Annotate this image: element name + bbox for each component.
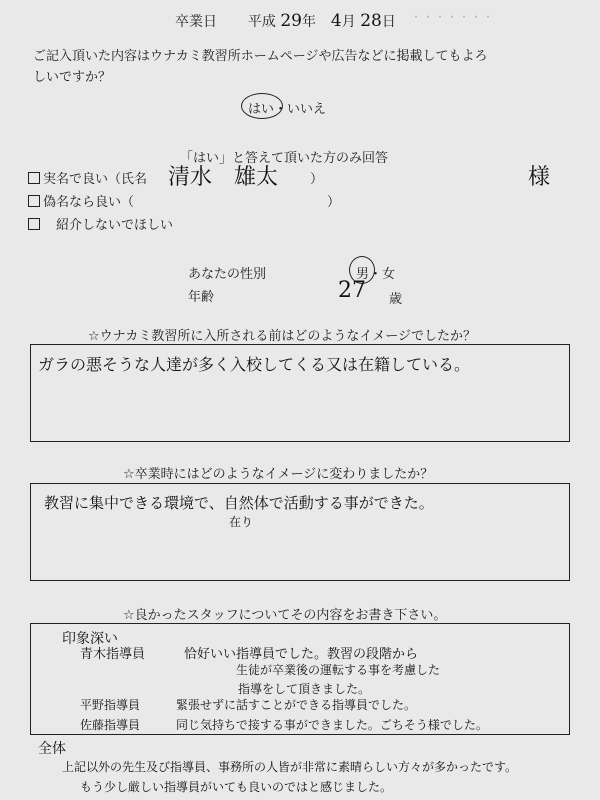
q3-line: 指導をして頂きました。 — [238, 682, 371, 696]
real-name-close: ） — [310, 172, 324, 187]
none-checkbox[interactable] — [28, 218, 40, 230]
month-value: 4 — [330, 11, 342, 31]
age-value: 27 — [338, 278, 366, 303]
era-label: 平成 — [247, 14, 276, 30]
yes-circle-mark — [241, 93, 283, 119]
q3-line: 印象深い — [62, 631, 118, 647]
graduation-date-row — [175, 11, 396, 31]
q3-line: 全体 — [38, 741, 66, 757]
q1-answer: ガラの悪そうな人達が多く入校してくる又は在籍している。 — [38, 355, 471, 374]
answer-yes[interactable]: はい — [248, 102, 275, 117]
day-unit: 日 — [381, 14, 396, 30]
q1-question: ☆ウナカミ教習所に入所される前はどのようなイメージでしたか？ — [88, 329, 477, 344]
pseudonym-label: 偽名なら良い（ — [43, 195, 135, 210]
q3-line: 平野指導員 緊張せずに話すことができる指導員でした。 — [80, 698, 417, 712]
option-pseudonym — [28, 191, 134, 210]
real-name-label: 実名で良い（氏名 — [43, 172, 148, 187]
answer-no[interactable]: いいえ — [287, 102, 327, 117]
gender-separator: ・ — [369, 267, 383, 282]
pseudonym-close: ） — [327, 195, 341, 210]
option-real-name — [28, 168, 147, 187]
gender-label: あなたの性別 — [188, 267, 267, 282]
option-none — [28, 214, 173, 233]
q3-question: ☆良かったスタッフについてその内容をお書き下さい。 — [123, 608, 447, 623]
answer-separator: ・ — [274, 102, 288, 117]
none-label: 紹介しないでほしい — [56, 218, 174, 233]
q3-line: 生徒が卒業後の運転する事を考慮した — [236, 663, 441, 677]
q3-line: 青木指導員 恰好いい指導員でした。教習の段階から — [80, 647, 419, 662]
year-unit: 年 — [302, 14, 316, 30]
q3-line: もう少し厳しい指導員がいても良いのではと感じました。 — [80, 780, 393, 794]
consent-question-line2: しいですか？ — [33, 70, 112, 85]
yes-only-note: 「はい」と答えて頂いた方のみ回答 — [180, 151, 389, 166]
q3-line: 上記以外の先生及び指導員、事務所の人皆が非常に素晴らしい方々が多かったです。 — [62, 760, 518, 774]
age-unit: 歳 — [389, 292, 403, 307]
gender-female[interactable]: 女 — [382, 267, 396, 282]
pseudonym-checkbox[interactable] — [28, 195, 40, 207]
age-label: 年齢 — [188, 290, 215, 305]
gender-male[interactable]: 男 — [356, 267, 370, 282]
bleed-through-text: ・・・・・・・ — [410, 10, 495, 24]
graduation-date-label: 卒業日 — [175, 14, 217, 30]
q2-answer-insert: 在り — [229, 515, 254, 529]
consent-question-line1: ご記入頂いた内容はウナカミ教習所ホームページや広告などに掲載してもよろ — [33, 49, 488, 64]
q3-line: 佐藤指導員 同じ気持ちで接する事ができました。ごちそう様でした。 — [80, 718, 488, 732]
month-unit: 月 — [341, 14, 356, 30]
year-value: 29 — [280, 11, 302, 31]
honorific: 様 — [528, 165, 551, 190]
day-value: 28 — [360, 11, 382, 31]
q2-answer: 教習に集中できる環境で、自然体で活動する事ができた。 — [44, 494, 434, 512]
q2-question: ☆卒業時にはどのようなイメージに変わりましたか？ — [123, 467, 434, 482]
handwritten-name: 清水 雄太 — [168, 165, 279, 190]
real-name-checkbox[interactable] — [28, 172, 40, 184]
